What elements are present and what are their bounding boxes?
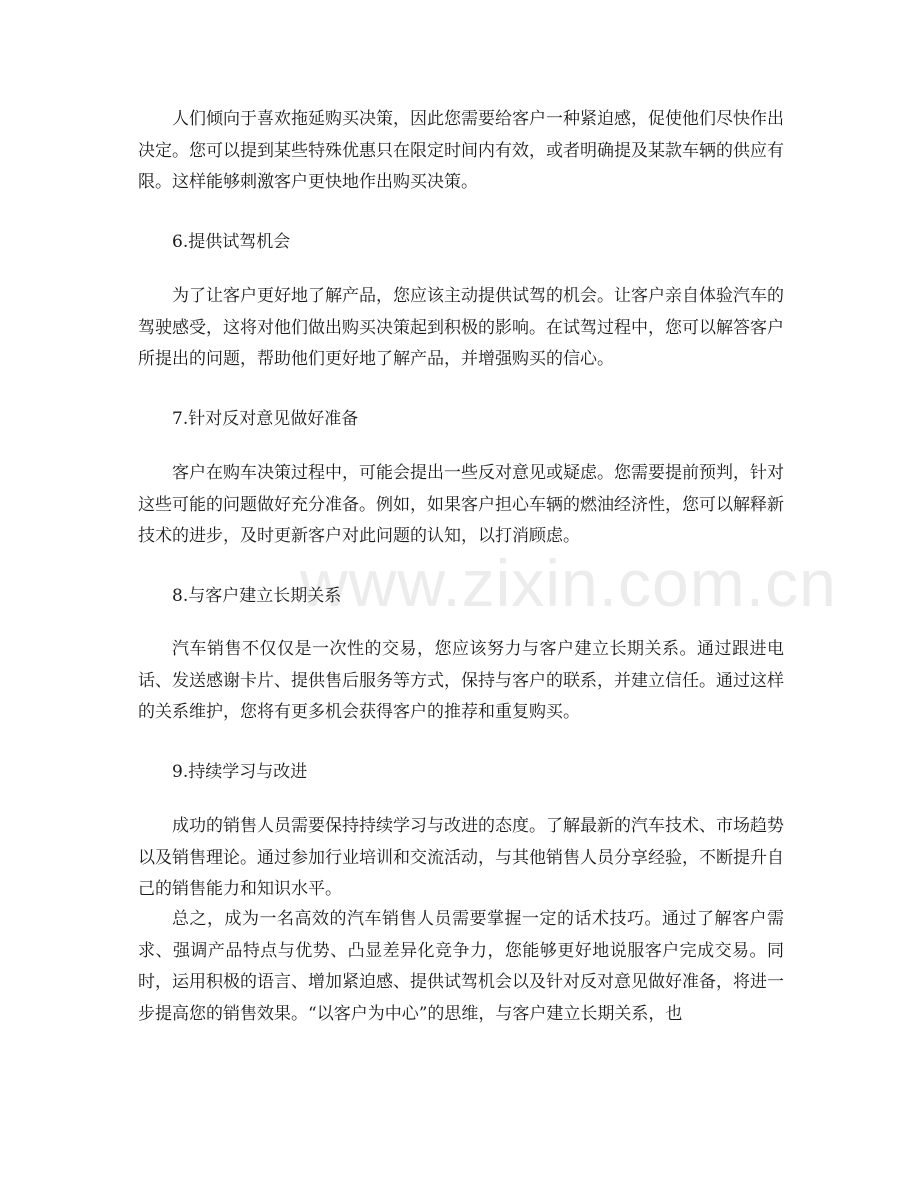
section-heading-9: 9.持续学习与改进 — [172, 762, 308, 782]
paragraph-urgency: 人们倾向于喜欢拖延购买决策，因此您需要给客户一种紧迫感，促使他们尽快作出决定。您可以提到某些特殊优惠只在限定时间内有效，或者明确提及某款车辆的供应有限。这样能够刺激客户更快地作出购买决策。 — [138, 109, 784, 192]
section-heading-6: 6.提供试驾机会 — [172, 232, 291, 252]
paragraph-test-drive: 为了让客户更好地了解产品，您应该主动提供试驾的机会。让客户亲自体验汽车的驾驶感受，这将对他们做出购买决策起到积极的影响。在试驾过程中，您可以解答客户所提出的问题，帮助他们更好地了解产品，并增强购买的信心。 — [138, 286, 784, 369]
section-heading-8: 8.与客户建立长期关系 — [172, 586, 342, 606]
paragraph-summary: 总之，成为一名高效的汽车销售人员需要掌握一定的话术技巧。通过了解客户需求、强调产品特点与优势、凸显差异化竞争力，您能够更好地说服客户完成交易。同时，运用积极的语言、增加紧迫感、提供试驾机会以及针对反对意见做好准备，将进一步提高您的销售效果。“以客户为中心”的思维，与客户建立长期关系，也 — [138, 909, 784, 1024]
watermark: www.zixin.com.cn — [300, 546, 837, 620]
section-heading-7: 7.针对反对意见做好准备 — [172, 409, 359, 429]
paragraph-long-term-relationship: 汽车销售不仅仅是一次性的交易，您应该努力与客户建立长期关系。通过跟进电话、发送感谢卡片、提供售后服务等方式，保持与客户的联系，并建立信任。通过这样的关系维护，您将有更多机会获得客户的推荐和重复购买。 — [138, 639, 784, 722]
paragraph-objections: 客户在购车决策过程中，可能会提出一些反对意见或疑虑。您需要提前预判，针对这些可能的问题做好充分准备。例如，如果客户担心车辆的燃油经济性，您可以解释新技术的进步，及时更新客户对此问题的认知，以打消顾虑。 — [138, 463, 784, 546]
paragraph-continuous-learning: 成功的销售人员需要保持持续学习与改进的态度。了解最新的汽车技术、市场趋势以及销售理论。通过参加行业培训和交流活动，与其他销售人员分享经验，不断提升自己的销售能力和知识水平。 — [138, 816, 784, 899]
